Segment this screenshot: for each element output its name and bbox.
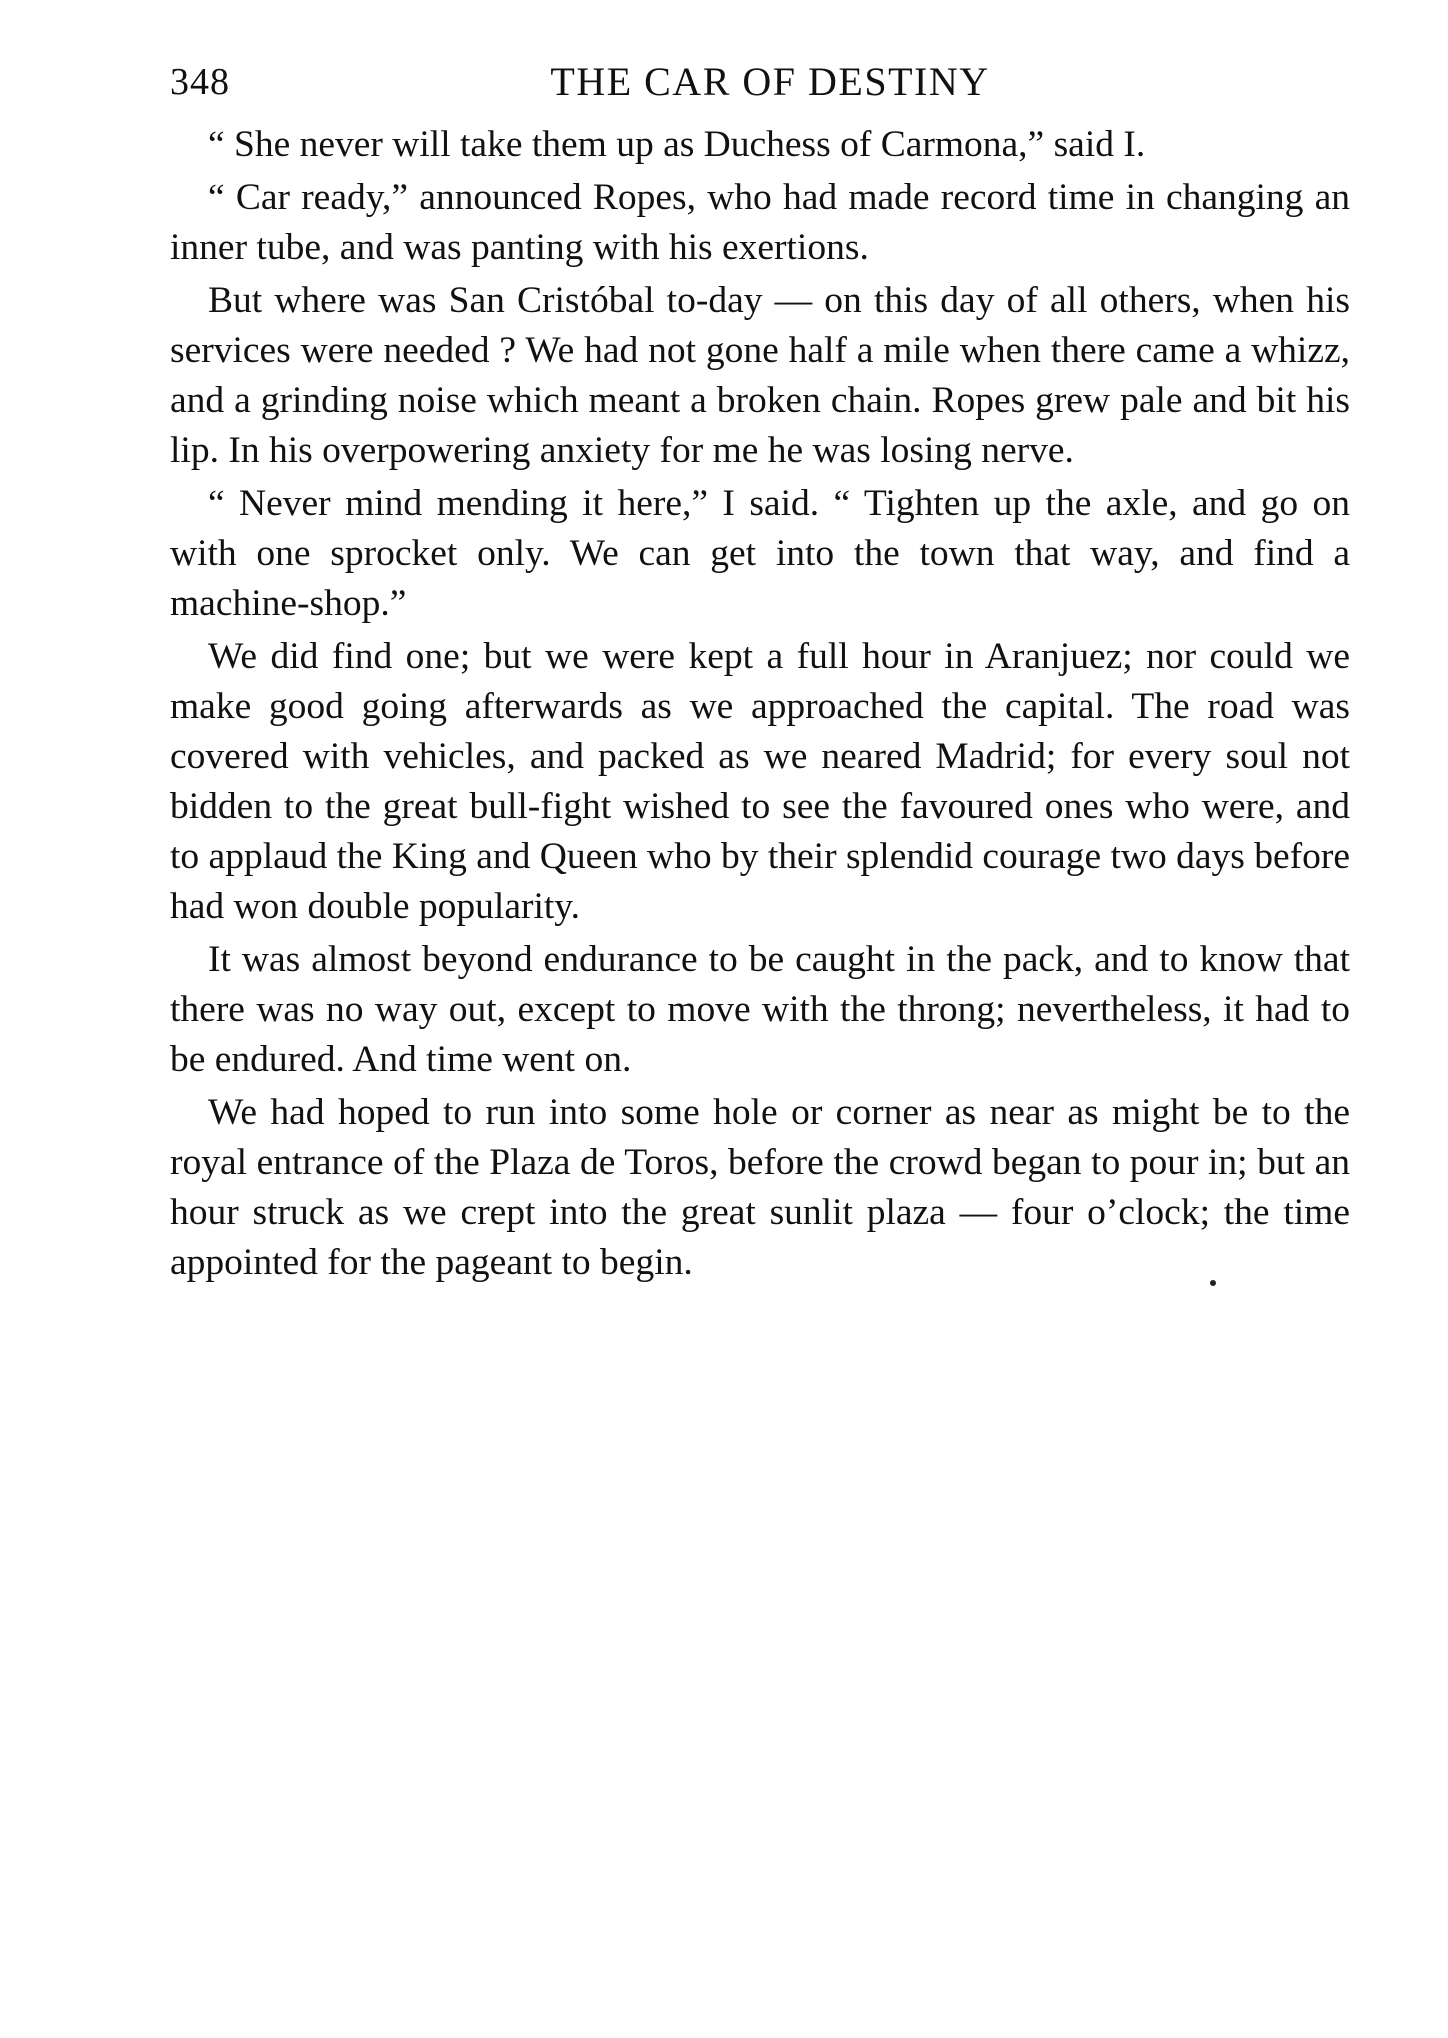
paragraph-2: “ Car ready,” announced Ropes, who had made record time in changing an inner tube, and was panting with his exertions. (170, 177, 1350, 268)
paragraph-7: We had hoped to run into some hole or corner as near as might be to the royal entrance of the Plaza de Toros, before the crowd began to pour in; but an hour struck as we crept into the great sunlit plaza — four o’clock; the time appointed for the pageant to begin. (170, 1092, 1350, 1283)
page-number: 348 (170, 61, 230, 103)
paragraph-3: But where was San Cristóbal to-day — on this day of all others, when his services were needed ? We had not gone half a mile when there came a whizz, and a grinding noise which meant a broken chain. Ropes grew pale and bit his lip. In his overpowering anxiety for me he was losing nerve. (170, 280, 1350, 471)
paragraph-6: It was almost beyond endurance to be caught in the pack, and to know that there was no way out, except to move with the throng; nevertheless, it had to be endured. And time went on. (170, 939, 1350, 1080)
paragraph-4: “ Never mind mending it here,” I said. “ Tighten up the axle, and go on with one sprocket only. We can get into the town that way, and find a machine-shop.” (170, 483, 1350, 624)
running-title: THE CAR OF DESTINY (550, 59, 990, 104)
ink-speck (1210, 1280, 1216, 1286)
paragraph-1: “ She never will take them up as Duchess of Carmona,” said I. (208, 124, 1146, 165)
paragraph-5: We did find one; but we were kept a full hour in Aranjuez; nor could we make good going afterwards as we approached the capital. The road was covered with vehicles, and packed as we neared Madrid; for every soul not bidden to the great bull-fight wished to see the favoured ones who were, and to applaud the King and Queen who by their splendid courage two days before had won double popularity. (170, 636, 1350, 927)
running-head (170, 52, 1340, 112)
body-text (170, 120, 1350, 1288)
